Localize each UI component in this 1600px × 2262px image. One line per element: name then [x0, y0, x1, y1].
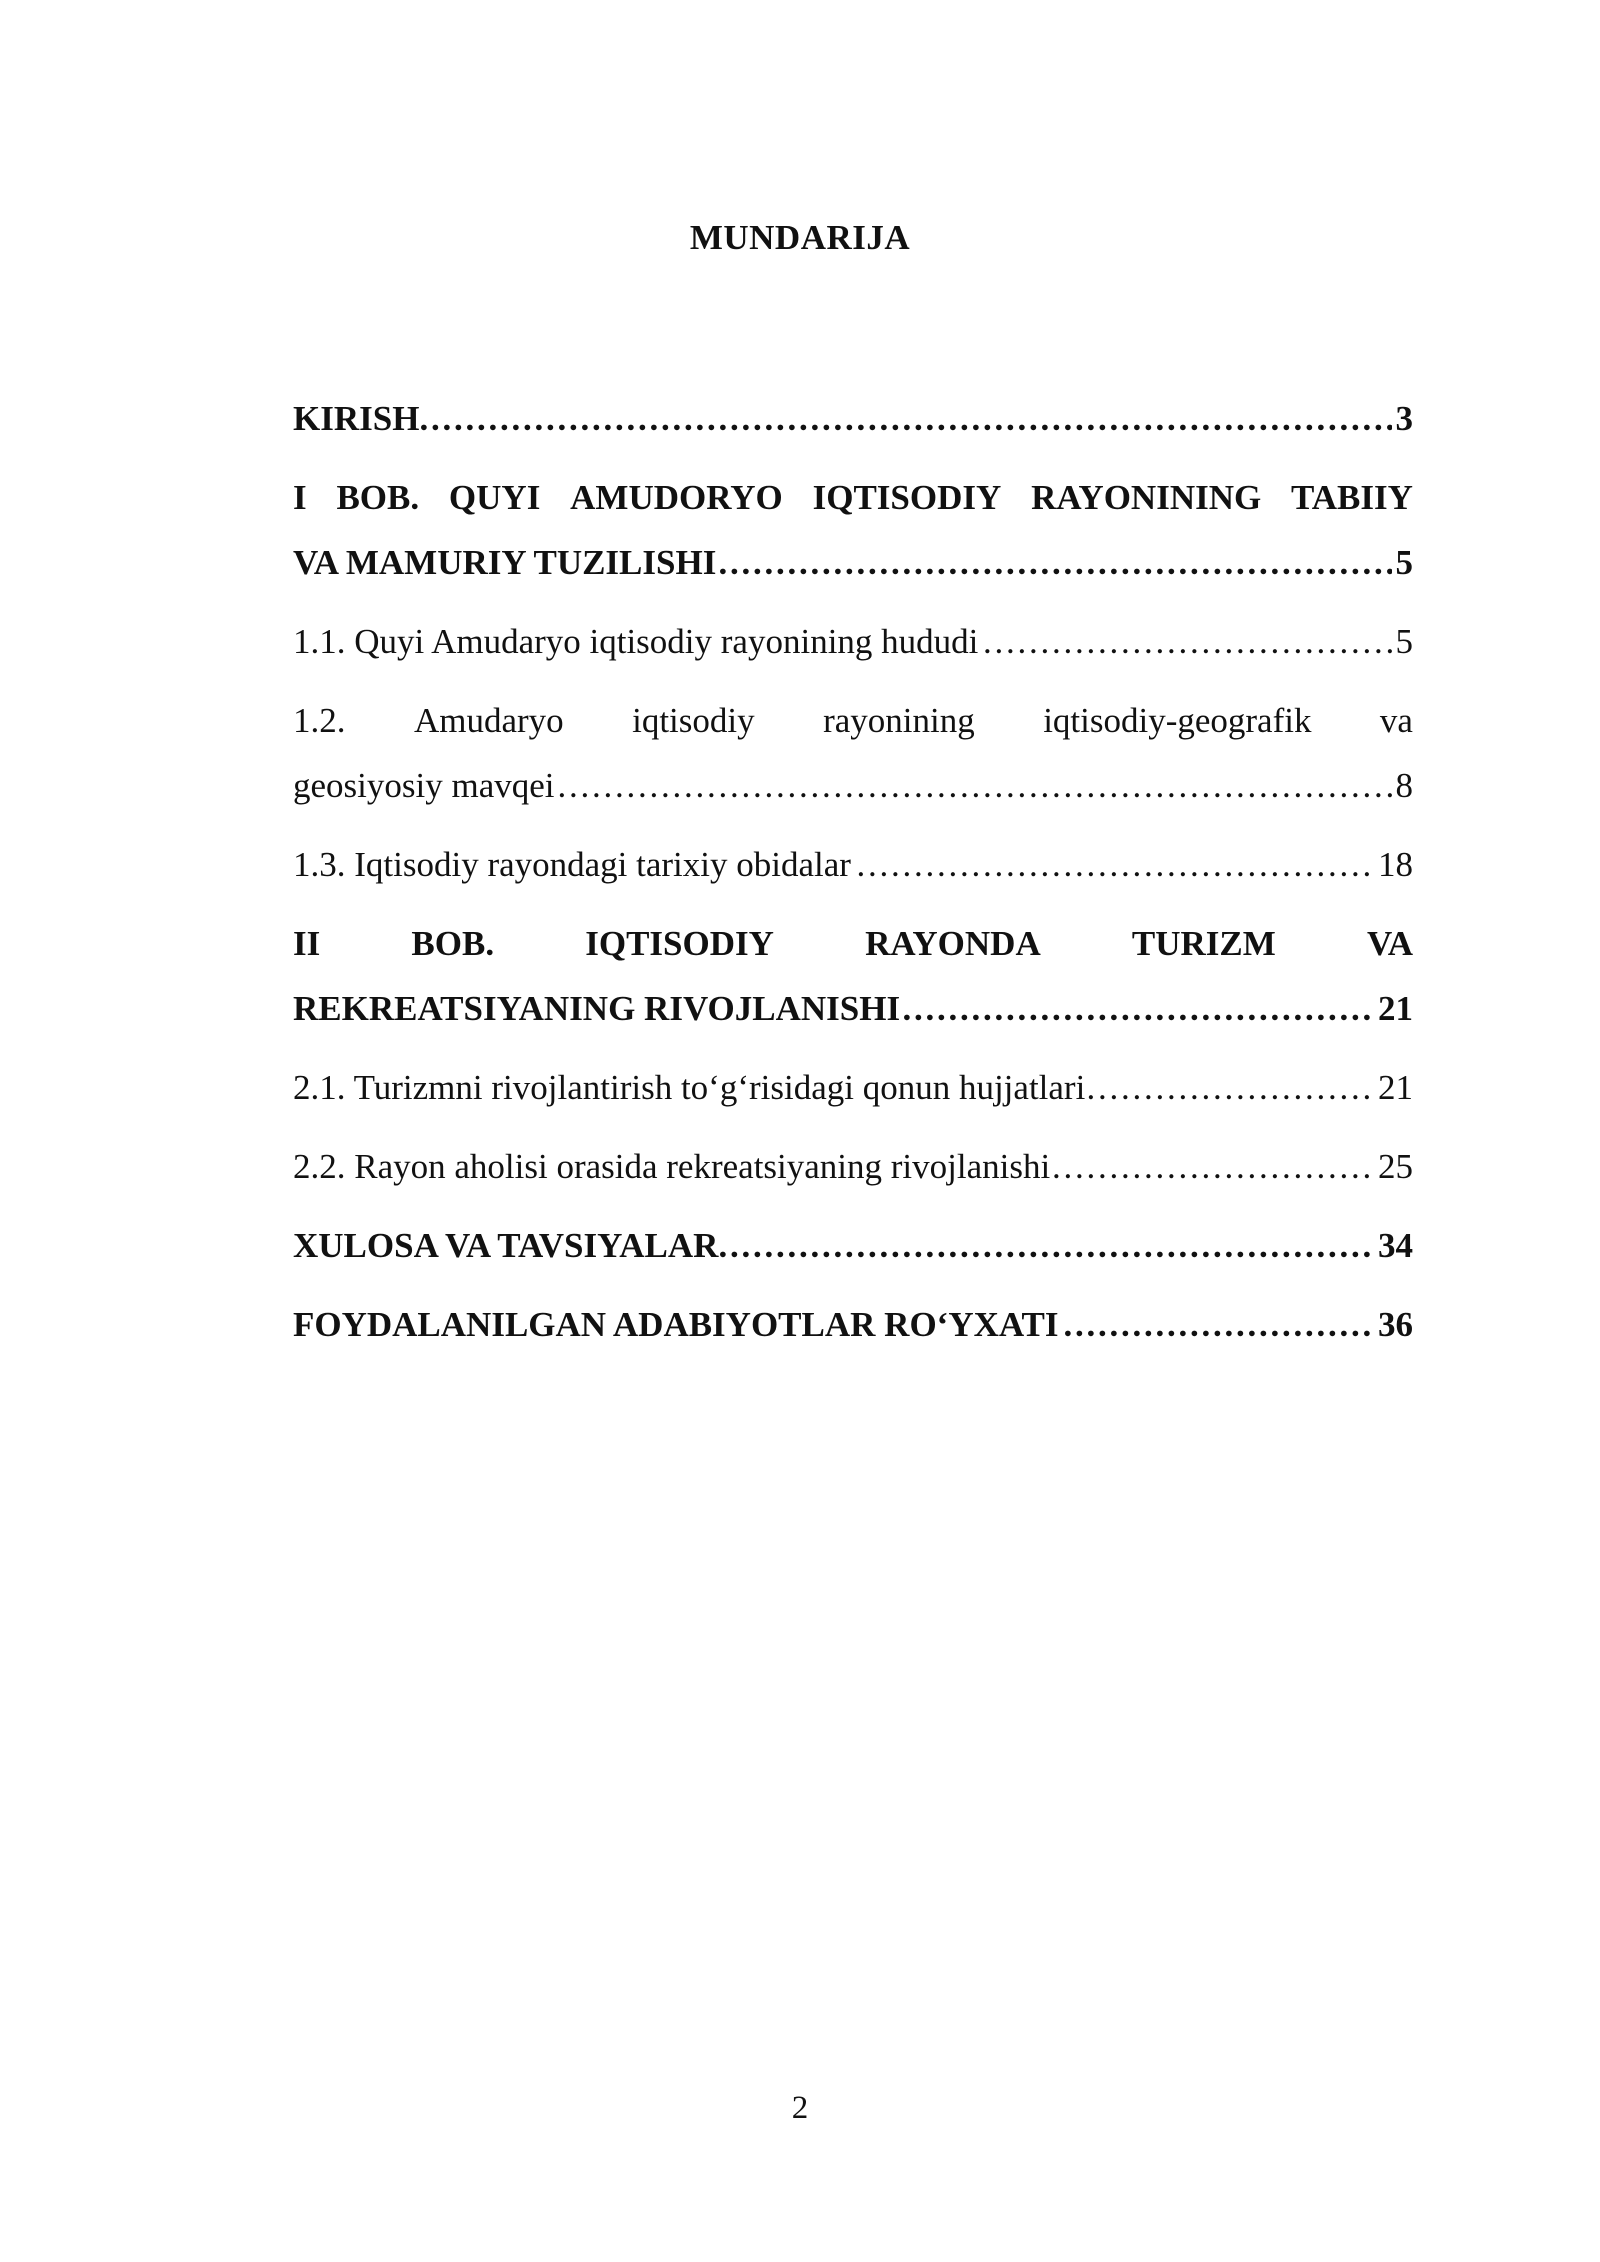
- toc-entry-xulosa[interactable]: [293, 1222, 1413, 1269]
- toc-word: I: [293, 478, 307, 517]
- toc-entry-adabiyotlar[interactable]: [293, 1301, 1413, 1348]
- toc-word: II: [293, 924, 321, 963]
- toc-entry-label: REKREATSIYANING RIVOJLANISHI: [293, 989, 901, 1028]
- toc-entry-page: 25: [1374, 1143, 1413, 1190]
- table-of-contents: [293, 395, 1413, 1380]
- toc-word: AMUDORYO: [570, 478, 783, 517]
- toc-word: iqtisodiy-geografik: [1043, 701, 1312, 740]
- toc-entry-chapter-1-line-2[interactable]: [293, 539, 1413, 586]
- toc-entry-kirish[interactable]: [293, 395, 1413, 442]
- toc-entry-page: 5: [1392, 618, 1414, 665]
- toc-word: QUYI: [448, 478, 541, 517]
- toc-entry-1-2-line-2[interactable]: [293, 762, 1413, 809]
- toc-word: RAYONINING: [1031, 478, 1262, 517]
- toc-entry-page: 34: [1374, 1222, 1413, 1269]
- toc-entry-chapter-1-line-1[interactable]: [293, 474, 1413, 521]
- toc-entry-page: 5: [1392, 539, 1414, 586]
- toc-entry-label: 1.3. Iqtisodiy rayondagi tarixiy obidalar: [293, 845, 851, 884]
- toc-entry-label: XULOSA VA TAVSIYALAR: [293, 1226, 719, 1265]
- toc-entry-label: KIRISH: [293, 399, 420, 438]
- toc-entry-2-2[interactable]: [293, 1143, 1413, 1190]
- toc-word: Amudaryo: [413, 701, 564, 740]
- toc-entry-chapter-2-line-1[interactable]: [293, 920, 1413, 967]
- toc-entry-label: FOYDALANILGAN ADABIYOTLAR RO‘YXATI: [293, 1305, 1059, 1344]
- toc-word: BOB.: [336, 478, 420, 517]
- toc-entry-page: 18: [1374, 841, 1413, 888]
- toc-entry-page: 36: [1374, 1301, 1413, 1348]
- toc-entry-label: VA MAMURIY TUZILISHI: [293, 543, 717, 582]
- toc-word: TURIZM: [1131, 924, 1276, 963]
- toc-word: iqtisodiy: [632, 701, 755, 740]
- toc-entry-1-1[interactable]: [293, 618, 1413, 665]
- toc-word: VA: [1366, 924, 1413, 963]
- toc-word: IQTISODIY: [585, 924, 774, 963]
- toc-entry-chapter-2-line-2[interactable]: [293, 985, 1413, 1032]
- toc-entry-label: 2.1. Turizmni rivojlantirish to‘g‘risidagi qonun hujjatlari: [293, 1068, 1086, 1107]
- toc-entry-page: 3: [1392, 395, 1414, 442]
- toc-word: 1.2.: [293, 701, 346, 740]
- toc-word: BOB.: [411, 924, 495, 963]
- toc-word: RAYONDA: [865, 924, 1041, 963]
- toc-entry-page: 21: [1374, 985, 1413, 1032]
- toc-word: rayonining: [823, 701, 975, 740]
- toc-word: TABIIY: [1291, 478, 1413, 517]
- toc-word: IQTISODIY: [812, 478, 1002, 517]
- toc-entry-label: 2.2. Rayon aholisi orasida rekreatsiyaning rivojlanishi: [293, 1147, 1051, 1186]
- toc-entry-page: 21: [1374, 1064, 1413, 1111]
- toc-entry-2-1[interactable]: [293, 1064, 1413, 1111]
- page-number: 2: [791, 2090, 809, 2126]
- page-title: MUNDARIJA: [689, 218, 911, 257]
- toc-entry-label: 1.1. Quyi Amudaryo iqtisodiy rayonining hududi: [293, 622, 979, 661]
- toc-entry-1-2-line-1[interactable]: [293, 697, 1413, 744]
- toc-entry-label: geosiyosiy mavqei: [293, 766, 555, 805]
- toc-word: va: [1379, 701, 1413, 740]
- toc-entry-1-3[interactable]: [293, 841, 1413, 888]
- toc-entry-page: 8: [1392, 762, 1414, 809]
